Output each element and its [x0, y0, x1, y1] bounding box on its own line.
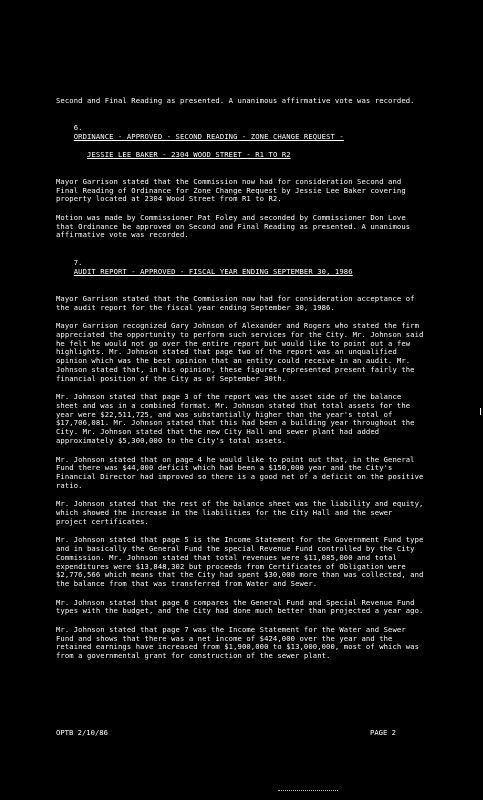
paragraph-intro: Second and Final Reading as presented. A unanimous affirmative vote was recorded.	[56, 96, 415, 105]
paragraph-zone-motion: Motion was made by Commissioner Pat Foley and seconded by Commissioner Don Love that Ordinance be approved on Second and Final Reading as presented. A unanimous affirmative vote was recorded.	[56, 213, 415, 240]
paragraph-zone-consideration: Mayor Garrison stated that the Commission now had for consideration Second and Final Reading of Ordinance for Zone Change Request by Jessie Lee Baker covering property located at 2304 Wood Street from R1 to R2.	[56, 176, 411, 204]
margin-mark	[477, 408, 481, 415]
section-title-7: AUDIT REPORT - APPROVED - FISCAL YEAR ENDING SEPTEMBER 30, 1986	[73, 266, 353, 276]
section-heading-6	[56, 116, 424, 168]
section-title-6-line2: JESSIE LEE BAKER - 2304 WOOD STREET - R1 TO R2	[87, 149, 291, 159]
section-heading-7	[56, 250, 424, 285]
footer-date: OPTB 2/10/86	[56, 728, 108, 737]
section-number-6: 6.	[73, 123, 83, 133]
section-title-6-line1: ORDINANCE - APPROVED - SECOND READING - ZONE CHANGE REQUEST -	[73, 132, 344, 142]
section-number-7: 7.	[73, 257, 83, 267]
document-page	[56, 96, 428, 671]
paragraph-johnson-intro: Mayor Garrison recognized Gary Johnson of Alexander and Rogers who stated the firm appreciated the opportunity to perform such services for the City. Mr. Johnson said he felt he would not go over the entire report but would like to point out a few highlights. Mr. Johnson stated that page two of the report was an unqualified opinion which was the best opinion that an entity could receive in an audit. Mr. Johnson stated that, in his opinion, these figures represented present fairly the financial position of the City as of September 30th.	[56, 321, 428, 383]
paragraph-page4-general-fund: Mr. Johnson stated that on page 4 he would like to point out that, in the General Fund there was $44,000 deficit which had been a $150,000 year and the City's Financial Director had improved so there is a good net of a deficit on the positive ratio.	[56, 454, 428, 490]
paragraph-page5-income: Mr. Johnson stated that page 5 is the Income Statement for the Government Fund type and in basically the General Fund the special Revenue Fund controlled by the City Commission. Mr. Johnson stated that total revenues were $11,085,000 and total expenditures were $13,848,302 but proceeds from Certificates of Obligation were $2,776,566 which means that the City had spent $30,000 more than was collected, and the balance from that was transferred from Water and Sewer.	[56, 535, 428, 588]
paragraph-audit-consideration: Mayor Garrison stated that the Commission now had for consideration acceptance of the audit report for the fiscal year ending September 30, 1986.	[56, 293, 420, 312]
page-footer	[56, 729, 396, 738]
paragraph-page3-assets: Mr. Johnson stated that page 3 of the report was the asset side of the balance sheet and was in a combined format. Mr. Johnson stated that total assets for the year were $22,511,725, and was substantially higher than the year's total of $17,706,081. Mr. Johnson stated that this had been a building year throughout the City. Mr. Johnson stated that the new City Hall and sewer plant had added approximately $5,300,000 to the City's total assets.	[56, 392, 420, 445]
footer-page-number: PAGE 2	[370, 728, 396, 737]
paragraph-page6-budget: Mr. Johnson stated that page 6 compares the General Fund and Special Revenue Fund types with the budget, and the City had done much better than projected a year ago.	[56, 597, 424, 616]
paragraph-liabilities: Mr. Johnson stated that the rest of the balance sheet was the liability and equity, which showed the increase in the liabilities for the City Hall and the sewer project certificates.	[56, 499, 428, 526]
scan-artifact	[278, 790, 338, 793]
paragraph-page7-water-sewer: Mr. Johnson stated that page 7 was the Income Statement for the Water and Sewer Fund and shows that there was a net income of $424,000 over the year and the retained earnings have increased from $1,900,000 to $13,000,000, most of which was from a governmental grant for construction of the sewer plant.	[56, 625, 424, 661]
